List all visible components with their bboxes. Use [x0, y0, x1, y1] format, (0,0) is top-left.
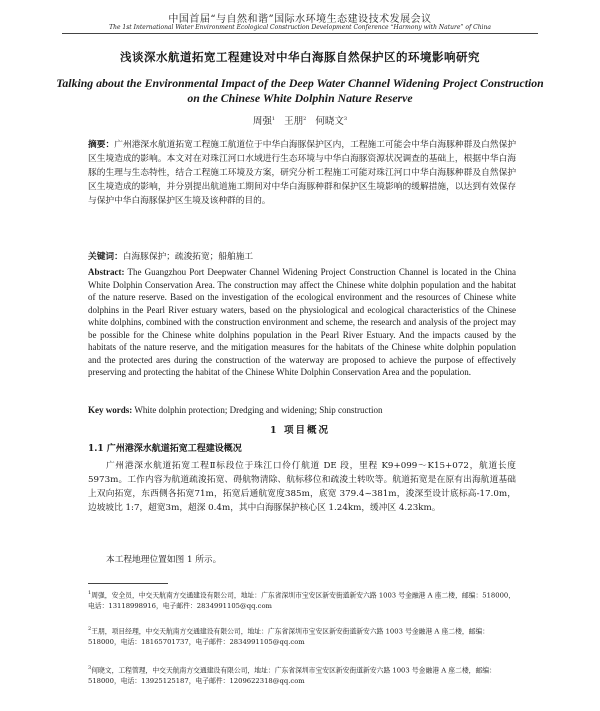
footnote-text: 周强，安全员，中交天航南方交通建设有限公司，地址：广东省深圳市宝安区新安街道新安六路 1003 号金融港 A 座二楼，邮编：518000，电话：13118998916，电子邮件：2834991105@qq.com: [88, 591, 516, 610]
paper-title-en: Talking about the Environmental Impact of the Deep Water Channel Widening Project Construction on the Chinese White Dolphin Nature Reserve: [56, 76, 544, 105]
author-name: 周强: [252, 116, 272, 127]
header-rule: [62, 33, 538, 34]
footnote-mark: 1: [88, 590, 92, 596]
keywords-cn-text: 白海豚保护；疏浚拓宽；船舶施工: [122, 252, 254, 262]
body-paragraph: 本工程地理位置如图 1 所示。: [106, 555, 222, 565]
keywords-en-label: Key words:: [88, 405, 133, 415]
author-mark: 3: [343, 115, 348, 122]
abstract-cn-label: 摘要：: [88, 140, 115, 150]
footnote: [88, 663, 518, 686]
keywords-en-text: White dolphin protection; Dredging and widening; Ship construction: [134, 405, 383, 415]
abstract-en-label: Abstract:: [88, 267, 125, 277]
keywords-cn: [88, 250, 516, 262]
author-list: [0, 113, 600, 127]
abstract-cn-text: 广州港深水航道拓宽工程施工航道位于中华白海豚保护区内，工程施工可能会中华白海豚种群及白然保护区生境造成的影响。本文对在对珠江河口水域进行生态环境与中华白海豚资源状况调查的基础上，根据中华白海豚的生理与生态特性，结合工程施工环境及方案，研究分析工程施工可能对珠江河口中华白海豚种群及自然保护区生境造成的影响，并分别提出航道施工期间对中华白海豚种群和保护区生境影响的缓解措施，以达到有效保存与保护中华白海豚保护区生境及该种群的目的。: [88, 140, 517, 206]
footnote: [88, 588, 518, 611]
footnote-mark: 3: [88, 665, 92, 671]
abstract-cn: [88, 138, 516, 208]
section-heading: 1 项目概况: [270, 425, 330, 436]
subsection-heading: 1.1 广州港深水航道拓宽工程建设概况: [88, 444, 242, 454]
paper-title-cn: 浅谈深水航道拓宽工程建设对中华白海豚自然保护区的环境影响研究: [120, 50, 480, 64]
author-name: 王朋: [284, 116, 304, 127]
abstract-en-text: The Guangzhou Port Deepwater Channel Widening Project Construction Channel is located in the China White Dolphin Conservation Area. The construction may affect the Chinese white dolphin population and the habitat of the nature reserve. Based on the investigation of the ecological environment and the resources of Chinese white dolphins in the Pearl River estuary waters, based on the physiological and ecological characteristics of the Chinese white dolphins, combined with the construction environment and scheme, the research and analysis of the project may be possible for the Chinese white dolphins population in the Pearl River Estuary. And the impacts caused by the habitats of the nature reserve, and the mitigation measures for the habitats of the Chinese white dolphin population and the protected ares during the construction of the waterway are proposed to achieve the purpose of effectively preserving and protecting the habitat of the Chinese White Dolphin Conservation Area and the population.: [88, 267, 516, 377]
author-mark: 2: [303, 115, 307, 122]
author-name: 何晓文: [315, 116, 344, 127]
footnote: [88, 624, 518, 647]
footnote-mark: 2: [88, 626, 92, 632]
footnote-rule: [88, 583, 168, 584]
keywords-en: [88, 405, 516, 415]
footnote-text: 何晓文，工程管理，中交天航南方交通建设有限公司，地址：广东省深圳市宝安区新安街道新安六路 1003 号金融港 A 座二楼，邮编：518000，电话：13925125187，电子邮件：1209622318@qq.com: [88, 666, 496, 685]
abstract-en: [88, 266, 516, 379]
conference-header-en: The 1st International Water Environment Ecological Construction Development Conference “Harmony with Nature” of China: [109, 24, 491, 31]
keywords-cn-label: 关键词：: [88, 252, 123, 262]
body-paragraph: 广州港深水航道拓宽工程Ⅱ标段位于珠江口伶仃航道 DE 段，里程 K9+099～K15+072，航道长度5973m。工作内容为航道疏浚拓宽、碍航物清除、航标移位和疏浚土转吹等。航道拓宽是在原有出海航道基础上双向拓宽，东西侧各拓宽71m，拓宽后通航宽度385m，底宽 379.4~381m，浚深至设计底标高-17.0m，边坡坡比 1:7，超宽3m，超深 0.4m，其中白海豚保护核心区 1.24km，缓冲区 4.23km。: [88, 461, 516, 513]
author-mark: 1: [271, 115, 276, 122]
conference-header-cn: 中国首届“与自然和谐”国际水环境生态建设技术发展会议: [168, 14, 432, 25]
footnote-text: 王朋，项目经理，中交天航南方交通建设有限公司，地址：广东省深圳市宝安区新安街道新安六路 1003 号金融港 A 座二楼，邮编：518000，电话：18165701737，电子邮件：2834991105@qq.com: [88, 627, 490, 646]
